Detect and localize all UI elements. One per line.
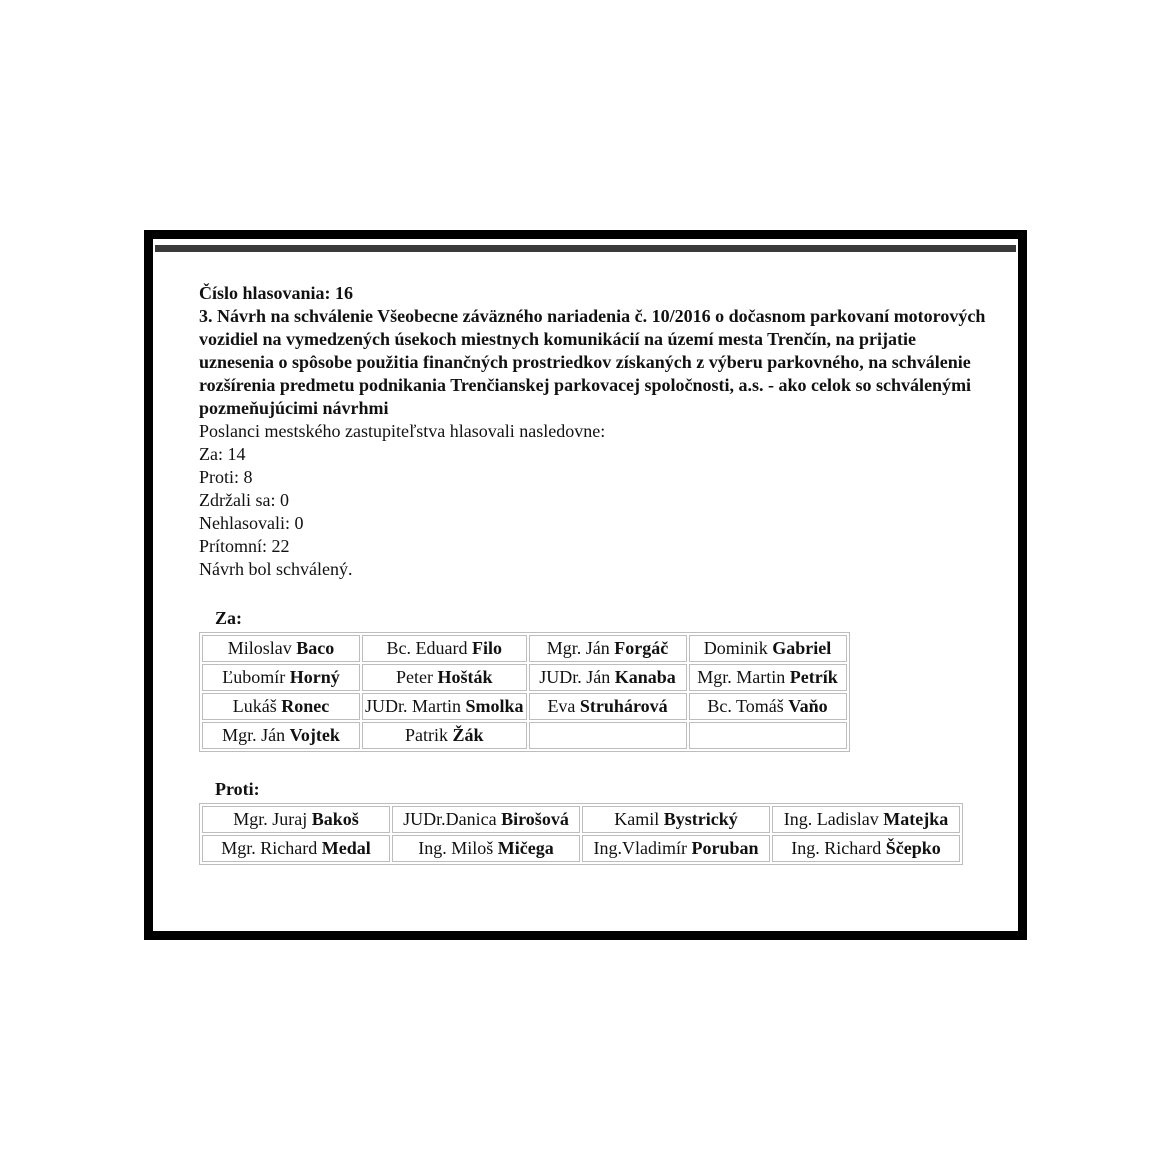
surname: Medal <box>321 838 371 858</box>
name-cell <box>362 635 527 662</box>
surname: Horný <box>289 667 340 687</box>
count-pritomni: Prítomní: 22 <box>199 536 290 556</box>
first-name: Miloslav <box>227 638 297 658</box>
first-name: Mgr. Richard <box>221 838 322 858</box>
empty-cell <box>529 722 687 749</box>
name-cell <box>772 806 960 833</box>
motion-title: 3. Návrh na schválenie Všeobecne záväzného nariadenia č. 10/2016 o dočasnom parkovaní motorových vozidiel na vymedzených úsekoch miestnych komunikácií na území mesta Trenčín, na prijatie uznesenia o spôsobe použitia finančných prostriedkov získaných z výberu parkovného, na schválenie rozšírenia predmetu podnikania Trenčianskej parkovacej spoločnosti, a.s. - ako celok so schválenými pozmeňujúcimi návrhmi <box>199 306 986 418</box>
surname: Petrík <box>789 667 838 687</box>
first-name: Mgr. Ján <box>546 638 615 658</box>
surname: Gabriel <box>772 638 832 658</box>
surname: Matejka <box>883 809 949 829</box>
name-cell <box>529 635 687 662</box>
first-name: Eva <box>547 696 580 716</box>
first-name: Ing. Ladislav <box>783 809 884 829</box>
count-nehlasovali: Nehlasovali: 0 <box>199 513 304 533</box>
table-row <box>202 835 960 862</box>
first-name: JUDr. Martin <box>365 696 466 716</box>
surname: Mičega <box>497 838 554 858</box>
name-cell <box>202 635 360 662</box>
name-cell <box>362 722 527 749</box>
first-name: Lukáš <box>232 696 282 716</box>
first-name: Mgr. Martin <box>697 667 790 687</box>
surname: Ščepko <box>885 838 941 858</box>
surname: Smolka <box>465 696 524 716</box>
first-name: Patrik <box>405 725 453 745</box>
name-cell <box>772 835 960 862</box>
first-name: Bc. Eduard <box>386 638 472 658</box>
first-name: Ing.Vladimír <box>593 838 692 858</box>
surname: Ronec <box>281 696 330 716</box>
name-cell <box>202 722 360 749</box>
first-name: Ľubomír <box>222 667 290 687</box>
surname: Bakoš <box>311 809 359 829</box>
table-row <box>202 693 847 720</box>
first-name: Peter <box>396 667 438 687</box>
vote-record <box>199 282 989 865</box>
table-row <box>202 635 847 662</box>
surname: Vaňo <box>788 696 828 716</box>
proti-table <box>199 803 963 865</box>
first-name: Dominik <box>703 638 773 658</box>
surname: Hošták <box>437 667 493 687</box>
top-divider <box>155 245 1016 252</box>
first-name: Ing. Miloš <box>418 838 498 858</box>
first-name: Mgr. Juraj <box>233 809 312 829</box>
document-frame <box>144 230 1027 940</box>
name-cell <box>689 693 847 720</box>
first-name: JUDr. Ján <box>539 667 615 687</box>
name-cell <box>689 635 847 662</box>
vote-result: Návrh bol schválený. <box>199 559 353 579</box>
za-table <box>199 632 850 752</box>
za-heading: Za: <box>215 608 242 628</box>
empty-cell <box>689 722 847 749</box>
name-cell <box>362 664 527 691</box>
surname: Bystrický <box>663 809 738 829</box>
count-za: Za: 14 <box>199 444 246 464</box>
surname: Vojtek <box>289 725 340 745</box>
first-name: Kamil <box>614 809 664 829</box>
table-row <box>202 806 960 833</box>
name-cell <box>392 806 580 833</box>
name-cell <box>582 806 770 833</box>
name-cell <box>689 664 847 691</box>
name-cell <box>362 693 527 720</box>
name-cell <box>202 835 390 862</box>
surname: Birošová <box>501 809 569 829</box>
surname: Filo <box>472 638 502 658</box>
name-cell <box>202 806 390 833</box>
name-cell <box>529 693 687 720</box>
name-cell <box>202 664 360 691</box>
surname: Struhárová <box>579 696 668 716</box>
surname: Baco <box>296 638 335 658</box>
name-cell <box>202 693 360 720</box>
first-name: Mgr. Ján <box>222 725 290 745</box>
vote-intro: Poslanci mestského zastupiteľstva hlasovali nasledovne: <box>199 421 606 441</box>
first-name: Bc. Tomáš <box>707 696 789 716</box>
first-name: JUDr.Danica <box>403 809 502 829</box>
first-name: Ing. Richard <box>791 838 886 858</box>
surname: Forgáč <box>614 638 669 658</box>
name-cell <box>392 835 580 862</box>
name-cell <box>529 664 687 691</box>
proti-heading: Proti: <box>215 779 260 799</box>
surname: Kanaba <box>614 667 676 687</box>
name-cell <box>582 835 770 862</box>
count-proti: Proti: 8 <box>199 467 253 487</box>
surname: Poruban <box>691 838 759 858</box>
count-zdrzali: Zdržali sa: 0 <box>199 490 289 510</box>
surname: Žák <box>452 725 484 745</box>
table-row <box>202 722 847 749</box>
table-row <box>202 664 847 691</box>
vote-number: Číslo hlasovania: 16 <box>199 283 354 303</box>
